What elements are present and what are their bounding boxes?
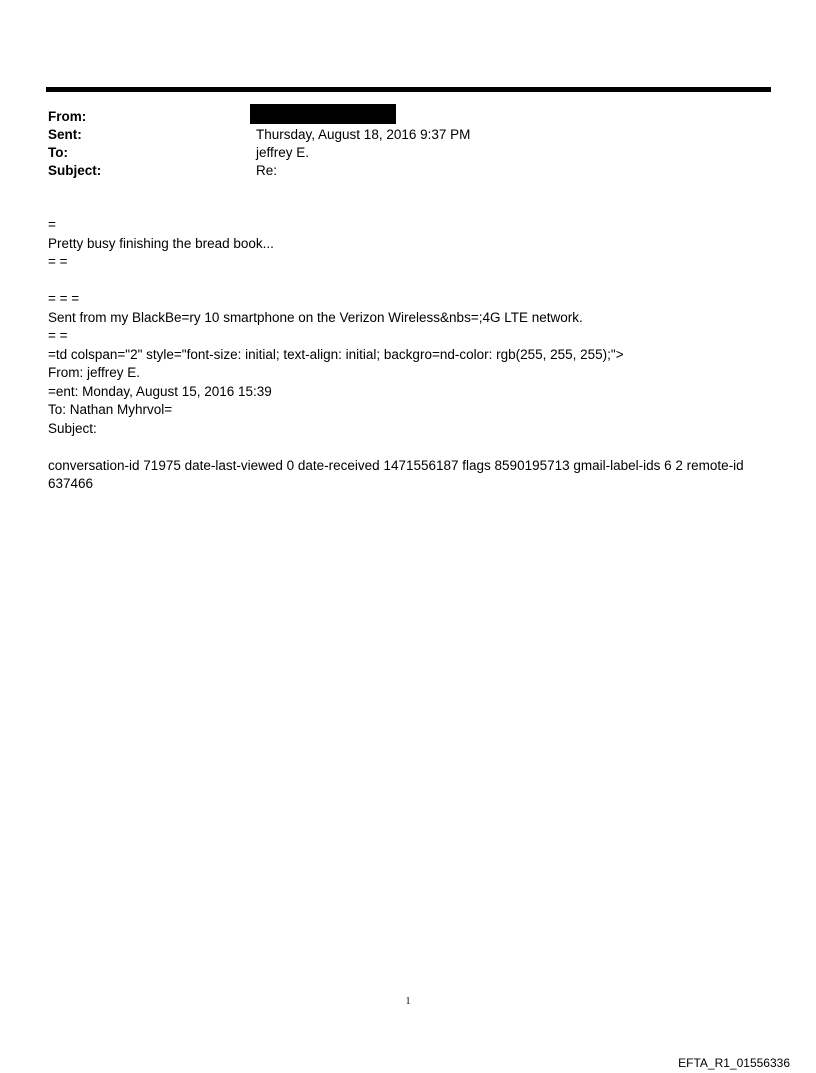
to-row bbox=[48, 144, 748, 162]
sent-label: Sent: bbox=[48, 127, 82, 142]
subject-row bbox=[48, 162, 748, 180]
body-line: To: Nathan Myhrvol= bbox=[48, 402, 173, 417]
sent-value: Thursday, August 18, 2016 9:37 PM bbox=[256, 127, 471, 142]
metadata-line: conversation-id 71975 date-last-viewed 0 date-received 1471556187 flags 8590195713 gmail-label-ids 6 2 remote-id 637466 bbox=[48, 457, 744, 491]
to-value: jeffrey E. bbox=[256, 145, 310, 160]
body-line: Subject: bbox=[48, 420, 97, 436]
subject-label: Subject: bbox=[48, 163, 102, 178]
redaction-box bbox=[250, 104, 396, 124]
body-blank-line bbox=[48, 438, 768, 457]
sent-row bbox=[48, 126, 748, 144]
from-value bbox=[256, 108, 748, 126]
from-row bbox=[48, 108, 748, 126]
body-line: From: jeffrey E. bbox=[48, 365, 141, 380]
subject-value: Re: bbox=[256, 163, 278, 178]
from-label: From: bbox=[48, 109, 87, 124]
body-line: =ent: Monday, August 15, 2016 15:39 bbox=[48, 383, 272, 399]
to-label: To: bbox=[48, 145, 68, 160]
body-line: = bbox=[48, 217, 56, 232]
page-number: 1 bbox=[405, 996, 411, 1007]
body-line: Pretty busy finishing the bread book... bbox=[48, 235, 274, 251]
body-line: = = = bbox=[48, 291, 80, 306]
email-body bbox=[48, 216, 768, 494]
body-line: =td colspan="2" style="font-size: initial; text-align: initial; backgro=nd-color: rgb(255, 255, 255);"> bbox=[48, 346, 624, 362]
email-header bbox=[48, 108, 748, 180]
bates-number: EFTA_R1_01556336 bbox=[678, 1056, 790, 1070]
body-line: = = bbox=[48, 254, 68, 269]
body-line: Sent from my BlackBe=ry 10 smartphone on the Verizon Wireless&nbs=;4G LTE network. bbox=[48, 309, 583, 325]
body-line: = = bbox=[48, 328, 68, 343]
header-rule bbox=[46, 87, 771, 92]
body-blank-line bbox=[48, 272, 768, 291]
